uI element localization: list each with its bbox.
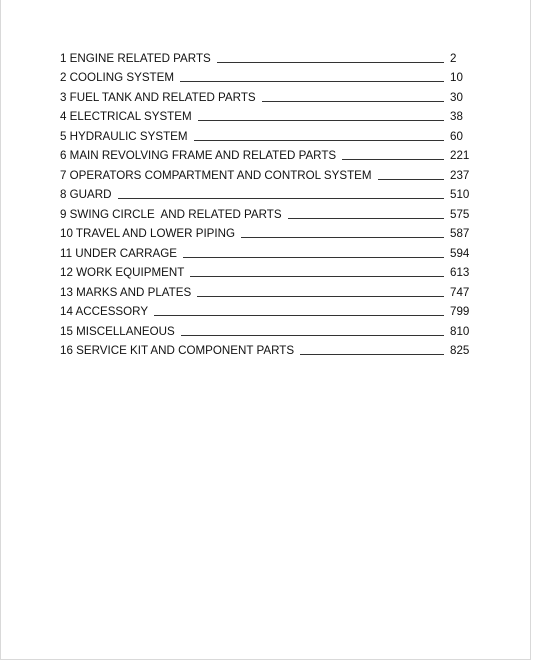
toc-leader-line [180,81,444,82]
toc-entry-title: 6 MAIN REVOLVING FRAME AND RELATED PARTS [60,149,337,162]
toc-entry-page: 825 [450,344,470,357]
toc-leader-line [183,257,444,258]
toc-entry[interactable] [60,66,472,86]
toc-entry-page: 747 [450,285,470,299]
toc-entry-title: 5 HYDRAULIC SYSTEM [60,129,188,143]
toc-entry-title: 11 UNDER CARRAGE [60,246,178,260]
toc-entry-page: 2 [450,51,457,65]
toc-entry-title: 15 MISCELLANEOUS [60,324,175,338]
toc-entry[interactable] [60,280,472,300]
toc-entry[interactable] [60,339,472,359]
toc-leader-line [198,120,444,121]
toc-entry-page: 237 [450,168,470,182]
toc-entry-title: 3 FUEL TANK AND RELATED PARTS [60,90,256,104]
toc-entry-title: 14 ACCESSORY [60,305,149,318]
toc-entry[interactable] [60,124,472,144]
toc-leader-line [241,237,444,238]
toc-entry-page: 810 [450,324,470,338]
toc-leader-line [217,62,444,63]
toc-entry-title: 12 WORK EQUIPMENT [60,266,185,279]
toc-entry[interactable] [60,241,472,261]
toc-entry-page: 221 [450,149,470,162]
toc-entry[interactable] [60,202,472,222]
toc-entry-page: 575 [450,207,470,221]
toc-entry-page: 587 [450,227,470,240]
toc-entry-page: 30 [450,90,463,104]
toc-entry[interactable] [60,183,472,203]
toc-entry-title: 7 OPERATORS COMPARTMENT AND CONTROL SYSTEM [60,168,372,182]
toc-entry-page: 613 [450,266,470,279]
toc-leader-line [190,276,444,277]
toc-leader-line [288,218,444,219]
toc-leader-line [262,101,444,102]
toc-entry-title: 13 MARKS AND PLATES [60,285,192,299]
toc-entry[interactable] [60,144,472,164]
toc-entry-page: 38 [450,110,463,123]
toc-leader-line [118,198,444,199]
toc-entry-page: 510 [450,188,470,201]
toc-entry[interactable] [60,85,472,105]
toc-entry-title: 10 TRAVEL AND LOWER PIPING [60,227,236,240]
toc-leader-line [300,354,444,355]
table-of-contents [60,46,472,358]
toc-entry-page: 594 [450,246,470,260]
toc-leader-line [378,179,444,180]
toc-entry[interactable] [60,163,472,183]
toc-entry[interactable] [60,261,472,281]
toc-entry-title: 1 ENGINE RELATED PARTS [60,51,211,65]
toc-entry-page: 799 [450,305,470,318]
toc-entry-page: 10 [450,71,463,84]
toc-leader-line [181,335,444,336]
toc-leader-line [197,296,444,297]
toc-entry[interactable] [60,319,472,339]
toc-entry[interactable] [60,222,472,242]
toc-entry[interactable] [60,46,472,66]
toc-leader-line [342,159,444,160]
toc-entry-title: 9 SWING CIRCLE AND RELATED PARTS [60,207,282,221]
toc-leader-line [194,140,444,141]
toc-entry[interactable] [60,105,472,125]
toc-entry-title: 8 GUARD [60,188,112,201]
toc-entry-title: 2 COOLING SYSTEM [60,71,175,84]
toc-entry-title: 16 SERVICE KIT AND COMPONENT PARTS [60,344,295,357]
toc-entry[interactable] [60,300,472,320]
toc-entry-page: 60 [450,129,463,143]
toc-leader-line [154,315,444,316]
toc-entry-title: 4 ELECTRICAL SYSTEM [60,110,192,123]
